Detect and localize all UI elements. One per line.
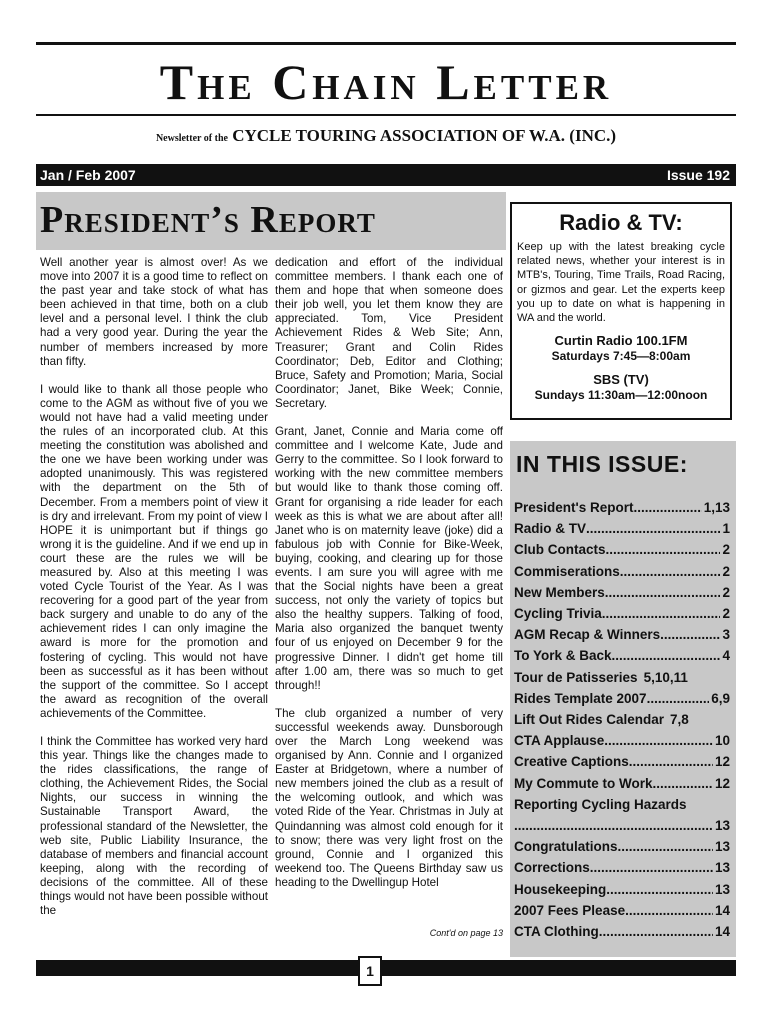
toc-item[interactable]: [514, 582, 730, 603]
report-paragraph: dedication and effort of the individual committee members. I thank each one of them and hope that when someone does their job well, you let them know they are appreciated. Tom, Vice President Achievement Rides & Web Site; Ann, Treasurer; Grant and Colin Rides Coordinator; Deb, Editor and Clothing; Bruce, Safety and Promotion; Maria, Social Coordinator; Janet, Bike Week; Connie, Secretary.: [275, 256, 503, 410]
toc-item-page: 12: [714, 754, 730, 770]
subtitle-org: CYCLE TOURING ASSOCIATION OF W.A. (INC.): [232, 126, 617, 145]
toc-item-label: Reporting Cycling Hazards: [514, 796, 687, 812]
issue-number: Issue 192: [666, 167, 730, 183]
toc-item[interactable]: [514, 879, 730, 900]
toc-dot-leader: [634, 497, 702, 518]
toc-dot-leader: [590, 857, 713, 878]
radio-time: Saturdays 7:45—8:00am: [551, 349, 691, 364]
toc-item-label: Creative Captions: [514, 754, 629, 770]
toc-item[interactable]: [514, 518, 730, 539]
toc-item[interactable]: [514, 773, 730, 794]
report-paragraph: I would like to thank all those people who come to the AGM as without five of you we would not have had a valid meeting under the rules of an incorporated club. At this meeting the constitution was abolished and the one we have been working under was adopted unanimously. This was registered with the department on the 5th of December. From a members point of view it is dry and irrelevant. From my point of view I HOPE it is unimportant but if things go wrong it is the guideline. And if we end up in court these are the rules we will be measured by. Also at this meeting I was voted Cycle Tourist of the Year. As I was recovering for a good part of the year from back surgery and unable to do any of the achievement rides I can only imagine the award is more for the promotion and fostering of cycling. This would not have been as successful as it has been without the support of the committee. So I accept the award as recognition of the overall achievements of the Committee.: [40, 382, 268, 720]
toc-item-page: 12: [714, 775, 730, 791]
toc-item-label: Rides Template 2007: [514, 690, 647, 706]
toc-dot-leader: [660, 624, 720, 645]
toc-item[interactable]: [514, 751, 730, 772]
toc-item-page: 14: [714, 902, 730, 918]
toc-dot-leader: [647, 688, 710, 709]
toc-dot-leader: [609, 582, 721, 603]
toc-item-page: 1: [722, 521, 730, 537]
toc-item-label: Housekeeping: [514, 881, 607, 897]
toc-item-page: 13: [714, 881, 730, 897]
toc-item-label: Lift Out Rides Calendar: [514, 712, 665, 728]
radio-tv-body: Keep up with the latest breaking cycle related news, whether your interest is in MTB's, Touring, Time Trails, Road Racing, or gizmos and gear. Let the experts keep you up to date on what is happening in WA and the world.: [517, 241, 725, 325]
toc-item-label: CTA Applause: [514, 733, 605, 749]
toc-item-page: 13: [714, 860, 730, 876]
radio-tv-title: Radio & TV:: [559, 210, 683, 235]
toc-item-page: 1,13: [703, 500, 730, 515]
toc-item-label: CTA Clothing: [514, 924, 599, 940]
toc-dot-leader: [625, 900, 713, 921]
toc-item[interactable]: [514, 645, 730, 666]
toc-item-label: Corrections: [514, 860, 590, 876]
report-paragraph: Grant, Janet, Connie and Maria come off committee and I welcome Kate, Jude and Gerry to the committee. So I look forward to working with the new committee members but would like to thank those coming off. Grant for organising a ride leader for each week as this is what we are about after all! Janet who is on maternity leave (joke) did a fabulous job with Connie for Bike-Week, buying, cooking, and clearing up for those events. I am sure you will agree with me that the Social nights have been a great success, not only the variety of topics but also the healthy suppers. Talking of food, Maria also organized the banquet twenty four of us enjoyed on December 9 for the progressive Dinner. I didn't get home till after 1.00 am, there was so much to get through!!: [275, 425, 503, 692]
toc-item[interactable]: [514, 857, 730, 878]
toc-dot-leader: [586, 518, 720, 539]
toc-list: [514, 497, 730, 942]
tv-time: Sundays 11:30am—12:00noon: [534, 388, 708, 403]
report-column-2: [275, 256, 503, 904]
radio-tv-box: [510, 202, 732, 420]
toc-item[interactable]: [514, 921, 730, 942]
toc-item-label: Radio & TV: [514, 521, 587, 537]
report-heading-band: [36, 192, 506, 250]
toc-item-page: 3: [722, 627, 730, 643]
toc-dot-leader: [609, 539, 720, 560]
toc-item-label: My Commute to Work: [514, 775, 653, 791]
toc-item-page: 2: [722, 606, 730, 622]
toc-dot-leader: [653, 773, 713, 794]
report-paragraph: Well another year is almost over! As we move into 2007 it is a good time to reflect on the past year and take stock of what has been achieved in that time, both on a club level and a personal level. I think the club had a very good year. During the year the number of members increased by more than fifty.: [40, 256, 268, 368]
subtitle-prefix: Newsletter of the: [155, 133, 228, 144]
issue-bar: [36, 164, 736, 186]
toc-item-page: 13: [714, 818, 730, 834]
toc-dot-leader: [618, 836, 713, 857]
toc-item-page: 5,10,11: [643, 669, 688, 685]
toc-item[interactable]: [514, 688, 730, 709]
toc-item-label: Congratulations: [514, 839, 618, 855]
toc-item-page: 14: [714, 924, 730, 940]
toc-item[interactable]: [514, 730, 730, 751]
toc-item[interactable]: [514, 667, 730, 688]
toc-item[interactable]: [514, 709, 730, 730]
report-paragraph: I think the Committee has worked very hard this year. Things like the changes made to the rides classifications, the range of clothing, the Achievement Rides, the Social Nights, our success in winning the Sustainable Transport Award, the professional standard of the Newsletter, the web site, Public Liability Insurance, the database of members and financial account keeping, along with the recording of decisions of the committee. All of these things would not have been possible without the: [40, 735, 268, 918]
toc-item-page: 10: [714, 733, 730, 749]
toc-item-label: To York & Back: [514, 648, 612, 664]
toc-item[interactable]: [514, 624, 730, 645]
masthead-top-rule: [36, 42, 736, 45]
toc-item[interactable]: [514, 539, 730, 560]
toc-title: IN THIS ISSUE:: [516, 451, 688, 477]
toc-item-page: 6,9: [711, 690, 730, 706]
toc-dot-leader: [629, 751, 713, 772]
toc-item-label: AGM Recap & Winners: [514, 627, 661, 643]
toc-dot-leader: [612, 645, 721, 666]
toc-item[interactable]: [514, 561, 730, 582]
toc-dot-leader: [606, 603, 721, 624]
toc-item[interactable]: [514, 836, 730, 857]
report-paragraph: The club organized a number of very successful weekends away. Dunsborough over the March Long weekend was organised by Ann. Connie and I organized Easter at Bridgetown, where a number of new members joined the club as a result of the welcoming outlook, and which was voted Ride of the Year. Christmas in July at Quindanning was almost cold enough for it to snow; there was very light frost on the ground, Connie and I organized this weekend too. The Queens Birthday saw us heading to the Dwellingup Hotel: [275, 706, 503, 889]
toc-item-label: Cycling Trivia.: [514, 606, 606, 622]
toc-item[interactable]: [514, 497, 730, 518]
toc-item[interactable]: [514, 794, 730, 836]
toc-item-page: 2: [722, 563, 730, 579]
footer-bar: [36, 960, 736, 976]
toc-item-label: New Members.: [514, 584, 609, 600]
toc-item-label: President's Report: [514, 500, 634, 515]
toc-dot-leader: [599, 921, 713, 942]
issue-date: Jan / Feb 2007: [40, 167, 136, 183]
toc-dot-leader: [606, 879, 713, 900]
toc-item-label: Commiserations: [514, 563, 620, 579]
toc-item-page: 2: [722, 584, 730, 600]
toc-item-page: 7,8: [670, 712, 689, 728]
report-column-1: [40, 256, 268, 932]
toc-item-label: Tour de Patisseries: [514, 669, 638, 685]
toc-dot-leader: [514, 815, 713, 836]
newsletter-masthead: The Chain Letter: [159, 54, 613, 110]
newsletter-subtitle: [36, 126, 736, 146]
toc-item-page: 2: [722, 542, 730, 558]
report-heading: President’s Report: [40, 199, 376, 241]
toc-item[interactable]: [514, 900, 730, 921]
radio-station: Curtin Radio 100.1FM: [554, 333, 688, 349]
toc-item-page: 13: [714, 839, 730, 855]
page-number: 1: [358, 956, 382, 986]
toc-item-label: 2007 Fees Please: [514, 902, 626, 918]
toc-dot-leader: [604, 730, 713, 751]
toc-item-label: Club Contacts.: [514, 542, 610, 558]
tv-station: SBS (TV): [593, 372, 649, 388]
toc-item[interactable]: [514, 603, 730, 624]
continued-note: Cont'd on page 13: [429, 928, 503, 938]
toc-item-page: 4: [722, 648, 730, 664]
masthead-bottom-rule: [36, 114, 736, 116]
toc-dot-leader: [620, 561, 721, 582]
in-this-issue-box: [510, 441, 736, 957]
